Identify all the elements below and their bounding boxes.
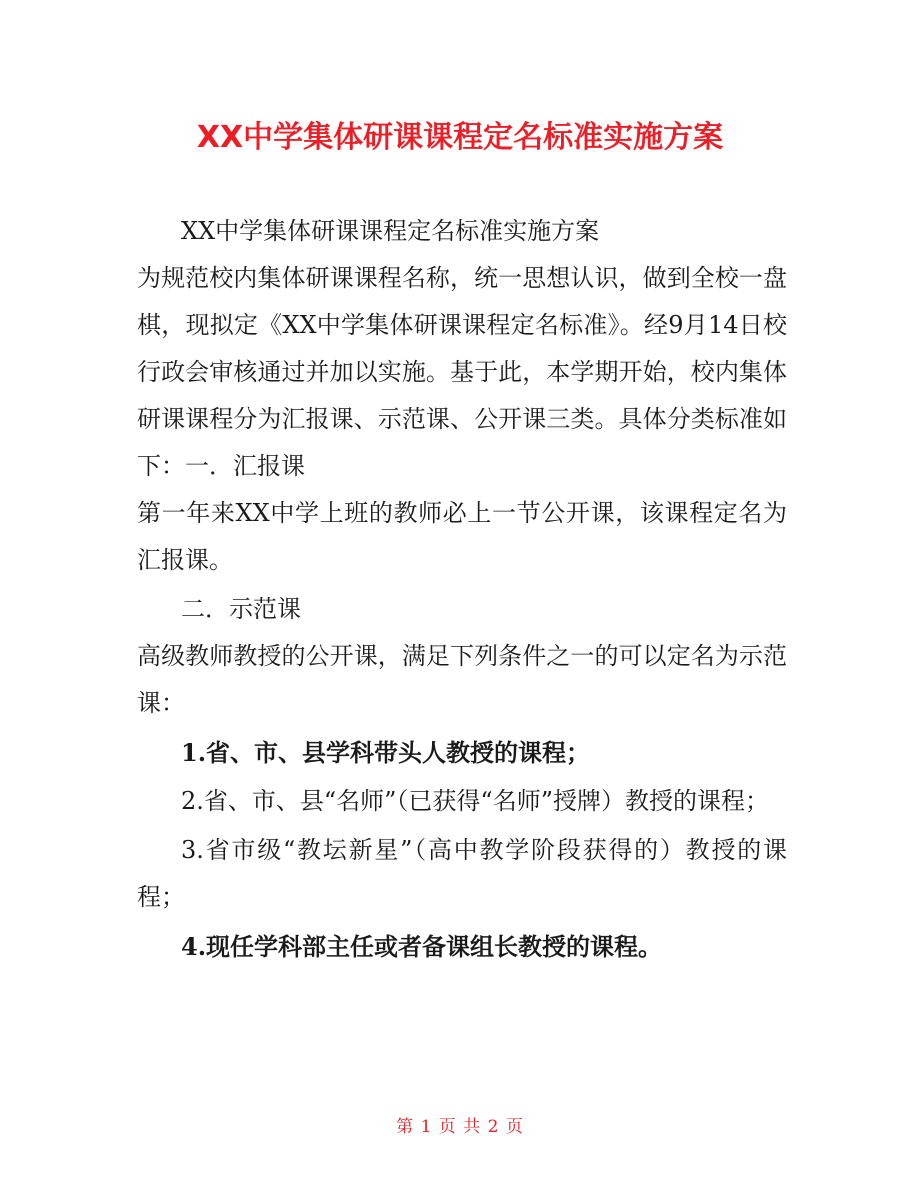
page-number-footer: 第 1 页 共 2 页 [396,1117,524,1137]
condition-item-3: 3.省市级“教坛新星”（高中教学阶段获得的）教授的课程； [137,836,787,911]
heading-demo-lesson: 二．示范课 [181,595,301,623]
paragraph-intro: 为规范校内集体研课课程名称，统一思想认识，做到全校一盘棋，现拟定《XX中学集体研课课程定名标准》。经9月14日校行政会审核通过并加以实施。基于此，本学期开始，校内集体研课课程分为汇报课、示范课、公开课三类。具体分类标准如下：一．汇报课 [137,264,787,480]
condition-item-4: 4.现任学科部主任或者备课组长教授的课程。 [181,932,663,961]
paragraph-report-lesson: 第一年来XX中学上班的教师必上一节公开课，该课程定名为汇报课。 [137,499,787,574]
paragraph-demo-conditions: 高级教师教授的公开课，满足下列条件之一的可以定名为示范课： [137,642,787,717]
condition-item-2: 2.省、市、县“名师”（已获得“名师”授牌）教授的课程； [181,787,769,815]
paragraph-subtitle: XX中学集体研课课程定名标准实施方案 [181,217,600,245]
condition-item-1: 1.省、市、县学科带头人教授的课程； [181,738,591,767]
document-body [137,208,787,970]
document-title: XX中学集体研课课程定名标准实施方案 [196,120,724,155]
